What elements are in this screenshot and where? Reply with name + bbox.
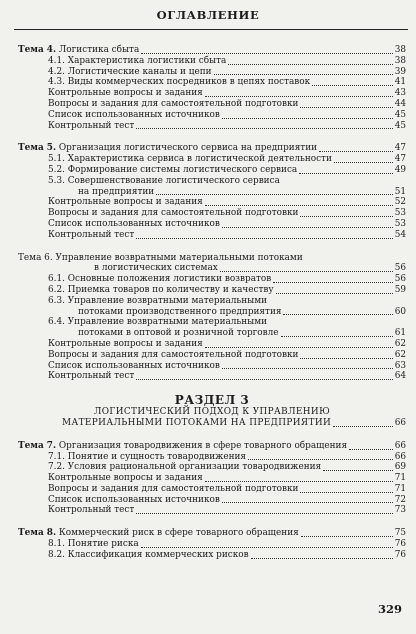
toc-entry xyxy=(18,371,406,382)
leader-dots xyxy=(281,336,393,337)
toc-entry xyxy=(18,285,406,296)
page-ref: 53 xyxy=(394,208,406,219)
leader-dots xyxy=(222,118,393,119)
leader-dots xyxy=(222,368,393,369)
entry-text: 5.2. Формирование системы логистического сервиса xyxy=(48,164,298,175)
section-heading xyxy=(18,394,406,418)
toc-entry xyxy=(18,350,406,361)
topic-8 xyxy=(18,528,406,560)
topic-number: Тема 4. xyxy=(18,45,57,55)
entry-text: 8.1. Понятие риска xyxy=(48,539,139,550)
entry-text: 6.3. Управление возвратными материальными xyxy=(48,295,268,306)
entry-text: Список использованных источников xyxy=(48,494,220,505)
entry-text: Вопросы и задания для самостоятельной подготовки xyxy=(48,98,299,109)
page-ref: 72 xyxy=(394,494,406,505)
toc-entry xyxy=(18,77,406,88)
page-ref: 52 xyxy=(394,197,406,208)
page-header: ОГЛАВЛЕНИЕ xyxy=(156,8,260,22)
toc-entry xyxy=(18,121,406,132)
entry-text: 6.1. Основные положения логистики возвратов xyxy=(48,274,272,285)
page-ref: 54 xyxy=(394,229,406,240)
leader-dots xyxy=(299,173,393,174)
leader-dots xyxy=(273,282,393,283)
page-ref: 43 xyxy=(394,88,406,99)
topic-number: Тема 5. xyxy=(18,143,57,154)
leader-dots xyxy=(205,481,393,482)
topic-number: Тема 8. xyxy=(18,528,57,539)
toc-entry xyxy=(18,473,406,484)
toc-entry xyxy=(18,263,406,274)
page-ref: 45 xyxy=(394,120,406,131)
page-ref: 49 xyxy=(394,164,406,175)
page-ref: 61 xyxy=(394,328,406,339)
entry-text: 4.3. Виды коммерческих посредников в цепях поставок xyxy=(48,77,311,88)
toc-entry xyxy=(18,45,406,56)
toc-entry xyxy=(18,187,406,198)
section-subtitle: МАТЕРИАЛЬНЫМИ ПОТОКАМИ НА ПРЕДПРИЯТИИ xyxy=(62,417,332,428)
table-of-contents xyxy=(18,45,406,573)
leader-dots xyxy=(205,96,393,97)
topic-5 xyxy=(18,143,406,240)
toc-entry xyxy=(18,197,406,208)
page-ref: 75 xyxy=(394,528,406,539)
leader-dots xyxy=(300,492,393,493)
toc-entry xyxy=(18,165,406,176)
entry-text: Контрольный тест xyxy=(48,120,135,131)
leader-dots xyxy=(300,358,393,359)
topic-6 xyxy=(18,253,406,383)
entry-text: 7.2. Условия рациональной организации товародвижения xyxy=(48,462,322,473)
entry-text: Вопросы и задания для самостоятельной подготовки xyxy=(48,349,299,360)
toc-entry xyxy=(18,99,406,110)
page-ref: 76 xyxy=(394,539,406,550)
topic-number: Тема 6. xyxy=(18,252,53,263)
toc-entry xyxy=(18,56,406,67)
leader-dots xyxy=(300,216,393,217)
entry-text: Список использованных источников xyxy=(48,109,220,120)
toc-entry xyxy=(18,67,406,78)
entry-text: 6.2. Приемка товаров по количеству и качеству xyxy=(48,284,274,295)
page-ref: 63 xyxy=(394,360,406,371)
toc-entry xyxy=(18,328,406,339)
entry-text: 6.4. Управление возвратными материальными xyxy=(48,317,268,328)
entry-text: Контрольные вопросы и задания xyxy=(48,473,203,484)
page-ref: 51 xyxy=(394,186,406,197)
page-ref: 45 xyxy=(394,109,406,120)
entry-text: Контрольные вопросы и задания xyxy=(48,338,203,349)
leader-dots xyxy=(222,502,393,503)
leader-dots xyxy=(312,85,393,86)
toc-entry xyxy=(18,539,406,550)
page-ref: 64 xyxy=(394,371,406,382)
toc-entry xyxy=(18,274,406,285)
entry-text: Список использованных источников xyxy=(48,360,220,371)
toc-entry xyxy=(18,495,406,506)
section-title: РАЗДЕЛ 3 xyxy=(174,393,250,408)
page-ref: 56 xyxy=(394,274,406,285)
page-ref: 69 xyxy=(394,462,406,473)
entry-text: 4.2. Логистические каналы и цепи xyxy=(48,66,212,77)
header-rule xyxy=(14,29,408,30)
leader-dots xyxy=(323,470,393,471)
toc-entry xyxy=(18,307,406,318)
leader-dots xyxy=(301,536,393,537)
toc-entry xyxy=(18,339,406,350)
entry-text: потоками в оптовой и розничной торговле xyxy=(78,328,279,339)
toc-entry xyxy=(18,452,406,463)
entry-text: Список использованных источников xyxy=(48,218,220,229)
leader-dots xyxy=(220,271,393,272)
leader-dots xyxy=(276,293,393,294)
toc-entry xyxy=(18,253,406,264)
leader-dots xyxy=(248,459,393,460)
leader-dots xyxy=(141,53,393,54)
entry-text: Вопросы и задания для самостоятельной подготовки xyxy=(48,483,299,494)
page-ref: 60 xyxy=(394,306,406,317)
entry-text: 7.1. Понятие и сущность товародвижения xyxy=(48,451,247,462)
leader-dots xyxy=(205,205,393,206)
leader-dots xyxy=(251,558,393,559)
topic-title: Управление возвратными материальными потоками xyxy=(55,252,303,263)
toc-entry xyxy=(18,88,406,99)
page-ref: 71 xyxy=(394,483,406,494)
topic-4 xyxy=(18,45,406,131)
toc-entry xyxy=(18,462,406,473)
topic-7 xyxy=(18,441,406,517)
toc-entry xyxy=(18,154,406,165)
page-ref: 76 xyxy=(394,549,406,560)
entry-text: потоками производственного предприятия xyxy=(78,306,282,317)
leader-dots xyxy=(156,194,393,195)
page-ref: 53 xyxy=(394,218,406,229)
page-ref: 59 xyxy=(394,284,406,295)
toc-entry xyxy=(18,505,406,516)
toc-entry xyxy=(18,418,406,429)
leader-dots xyxy=(283,314,393,315)
toc-entry xyxy=(18,361,406,372)
entry-text: Контрольный тест xyxy=(48,505,135,516)
entry-text: Контрольные вопросы и задания xyxy=(48,197,203,208)
leader-dots xyxy=(136,379,393,380)
page-ref: 47 xyxy=(394,154,406,165)
leader-dots xyxy=(214,74,393,75)
entry-text: 5.1. Характеристика сервиса в логистической деятельности xyxy=(48,154,332,165)
page-ref: 38 xyxy=(394,55,406,66)
toc-entry xyxy=(18,528,406,539)
page-ref: 62 xyxy=(394,349,406,360)
page-ref: 66 xyxy=(394,417,406,428)
entry-text: на предприятии xyxy=(78,186,155,197)
entry-text: Контрольный тест xyxy=(48,229,135,240)
page-ref: 47 xyxy=(394,143,406,154)
toc-entry xyxy=(18,441,406,452)
page-ref: 41 xyxy=(394,77,406,88)
entry-text: Вопросы и задания для самостоятельной подготовки xyxy=(48,208,299,219)
toc-entry xyxy=(18,484,406,495)
page-ref: 73 xyxy=(394,505,406,516)
page-ref: 44 xyxy=(394,98,406,109)
toc-entry xyxy=(18,143,406,154)
leader-dots xyxy=(349,449,393,450)
entry-text: 8.2. Классификация коммерческих рисков xyxy=(48,549,249,560)
leader-dots xyxy=(136,238,393,239)
entry-text: Контрольный тест xyxy=(48,371,135,382)
page-number: 329 xyxy=(377,602,402,616)
leader-dots xyxy=(300,107,393,108)
toc-entry xyxy=(18,219,406,230)
toc-entry xyxy=(18,230,406,241)
leader-dots xyxy=(141,547,393,548)
leader-dots xyxy=(319,151,393,152)
entry-text: 4.1. Характеристика логистики сбыта xyxy=(48,55,227,66)
leader-dots xyxy=(136,513,393,514)
page-ref: 66 xyxy=(394,451,406,462)
leader-dots xyxy=(333,426,393,427)
page-ref: 39 xyxy=(394,66,406,77)
leader-dots xyxy=(222,227,393,228)
page-ref: 38 xyxy=(394,45,406,55)
toc-entry xyxy=(18,208,406,219)
topic-number: Тема 7. xyxy=(18,440,57,451)
entry-text: 5.3. Совершенствование логистического сервиса xyxy=(48,175,280,186)
topic-title: Коммерческий риск в сфере товарного обращения xyxy=(58,528,299,539)
page-ref: 71 xyxy=(394,473,406,484)
leader-dots xyxy=(136,128,393,129)
topic-title: Организация логистического сервиса на предприятии xyxy=(58,143,318,154)
leader-dots xyxy=(205,347,393,348)
toc-entry xyxy=(18,550,406,561)
page-ref: 62 xyxy=(394,338,406,349)
leader-dots xyxy=(228,64,393,65)
topic-title-cont: в логистических системах xyxy=(94,263,218,274)
page-ref: 66 xyxy=(394,440,406,451)
topic-title: Логистика сбыта xyxy=(58,45,140,55)
section-subtitle: ЛОГИСТИЧЕСКИЙ ПОДХОД К УПРАВЛЕНИЮ xyxy=(93,407,331,418)
entry-text: Контрольные вопросы и задания xyxy=(48,88,203,99)
leader-dots xyxy=(334,162,393,163)
toc-entry xyxy=(18,110,406,121)
topic-title: Организация товародвижения в сфере товарного обращения xyxy=(58,440,348,451)
page-ref: 56 xyxy=(394,263,406,274)
